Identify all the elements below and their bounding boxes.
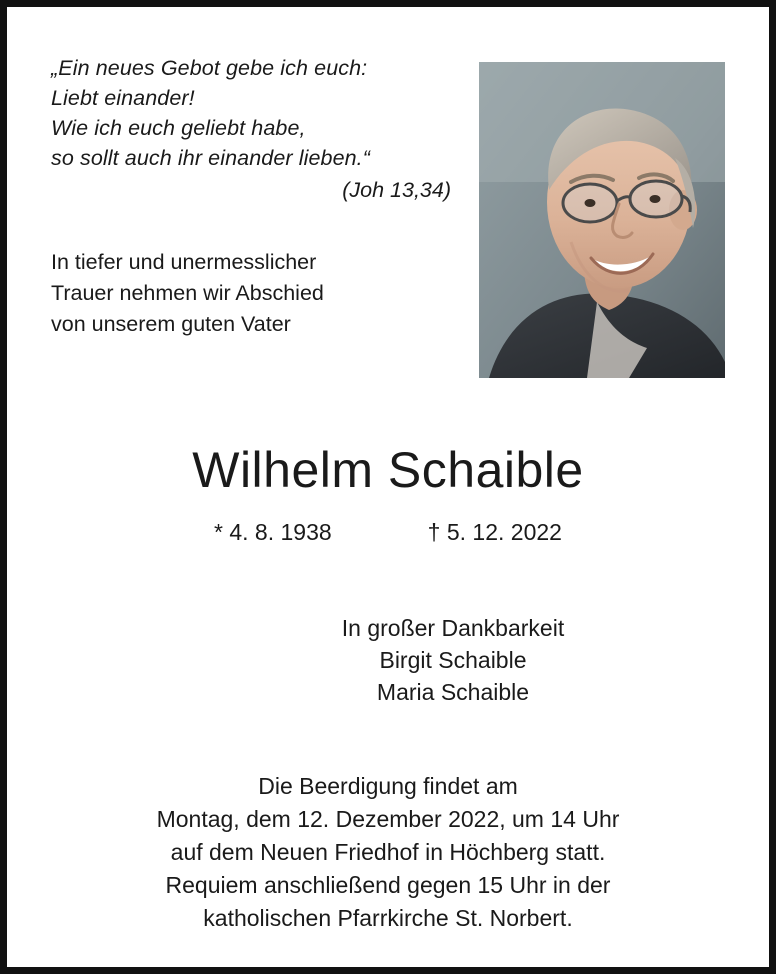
family-line-1: In großer Dankbarkeit (341, 615, 565, 641)
funeral-info-block (51, 770, 725, 935)
funeral-line-1: Die Beerdigung findet am (258, 773, 518, 799)
intro-line-1: In tiefer und unermesslicher (51, 250, 317, 274)
quote-block (51, 53, 471, 205)
quote-line-2: Liebt einander! (51, 86, 195, 110)
quote-line-1: „Ein neues Gebot gebe ich euch: (51, 56, 368, 80)
birth-date: * 4. 8. 1938 (214, 519, 332, 545)
intro-line-2: Trauer nehmen wir Abschied (51, 281, 324, 305)
family-line-2: Birgit Schaible (379, 647, 527, 673)
quote-and-portrait-row (51, 53, 725, 383)
intro-line-3: von unserem guten Vater (51, 312, 291, 336)
quote-line-3: Wie ich euch geliebt habe, (51, 116, 306, 140)
portrait-photo (479, 62, 725, 378)
funeral-line-4: Requiem anschließend gegen 15 Uhr in der (165, 872, 611, 898)
funeral-line-5: katholischen Pfarrkirche St. Norbert. (203, 905, 573, 931)
life-dates (51, 519, 725, 546)
death-date: † 5. 12. 2022 (427, 519, 562, 545)
funeral-line-3: auf dem Neuen Friedhof in Höchberg statt. (170, 839, 606, 865)
quote-source: (Joh 13,34) (342, 178, 451, 202)
family-block (51, 612, 725, 708)
obituary-content (7, 7, 769, 967)
funeral-line-2: Montag, dem 12. Dezember 2022, um 14 Uhr (156, 806, 620, 832)
deceased-name: Wilhelm Schaible (192, 442, 584, 498)
quote-line-4: so sollt auch ihr einander lieben.“ (51, 146, 371, 170)
intro-block (51, 247, 471, 340)
family-line-3: Maria Schaible (376, 679, 530, 705)
